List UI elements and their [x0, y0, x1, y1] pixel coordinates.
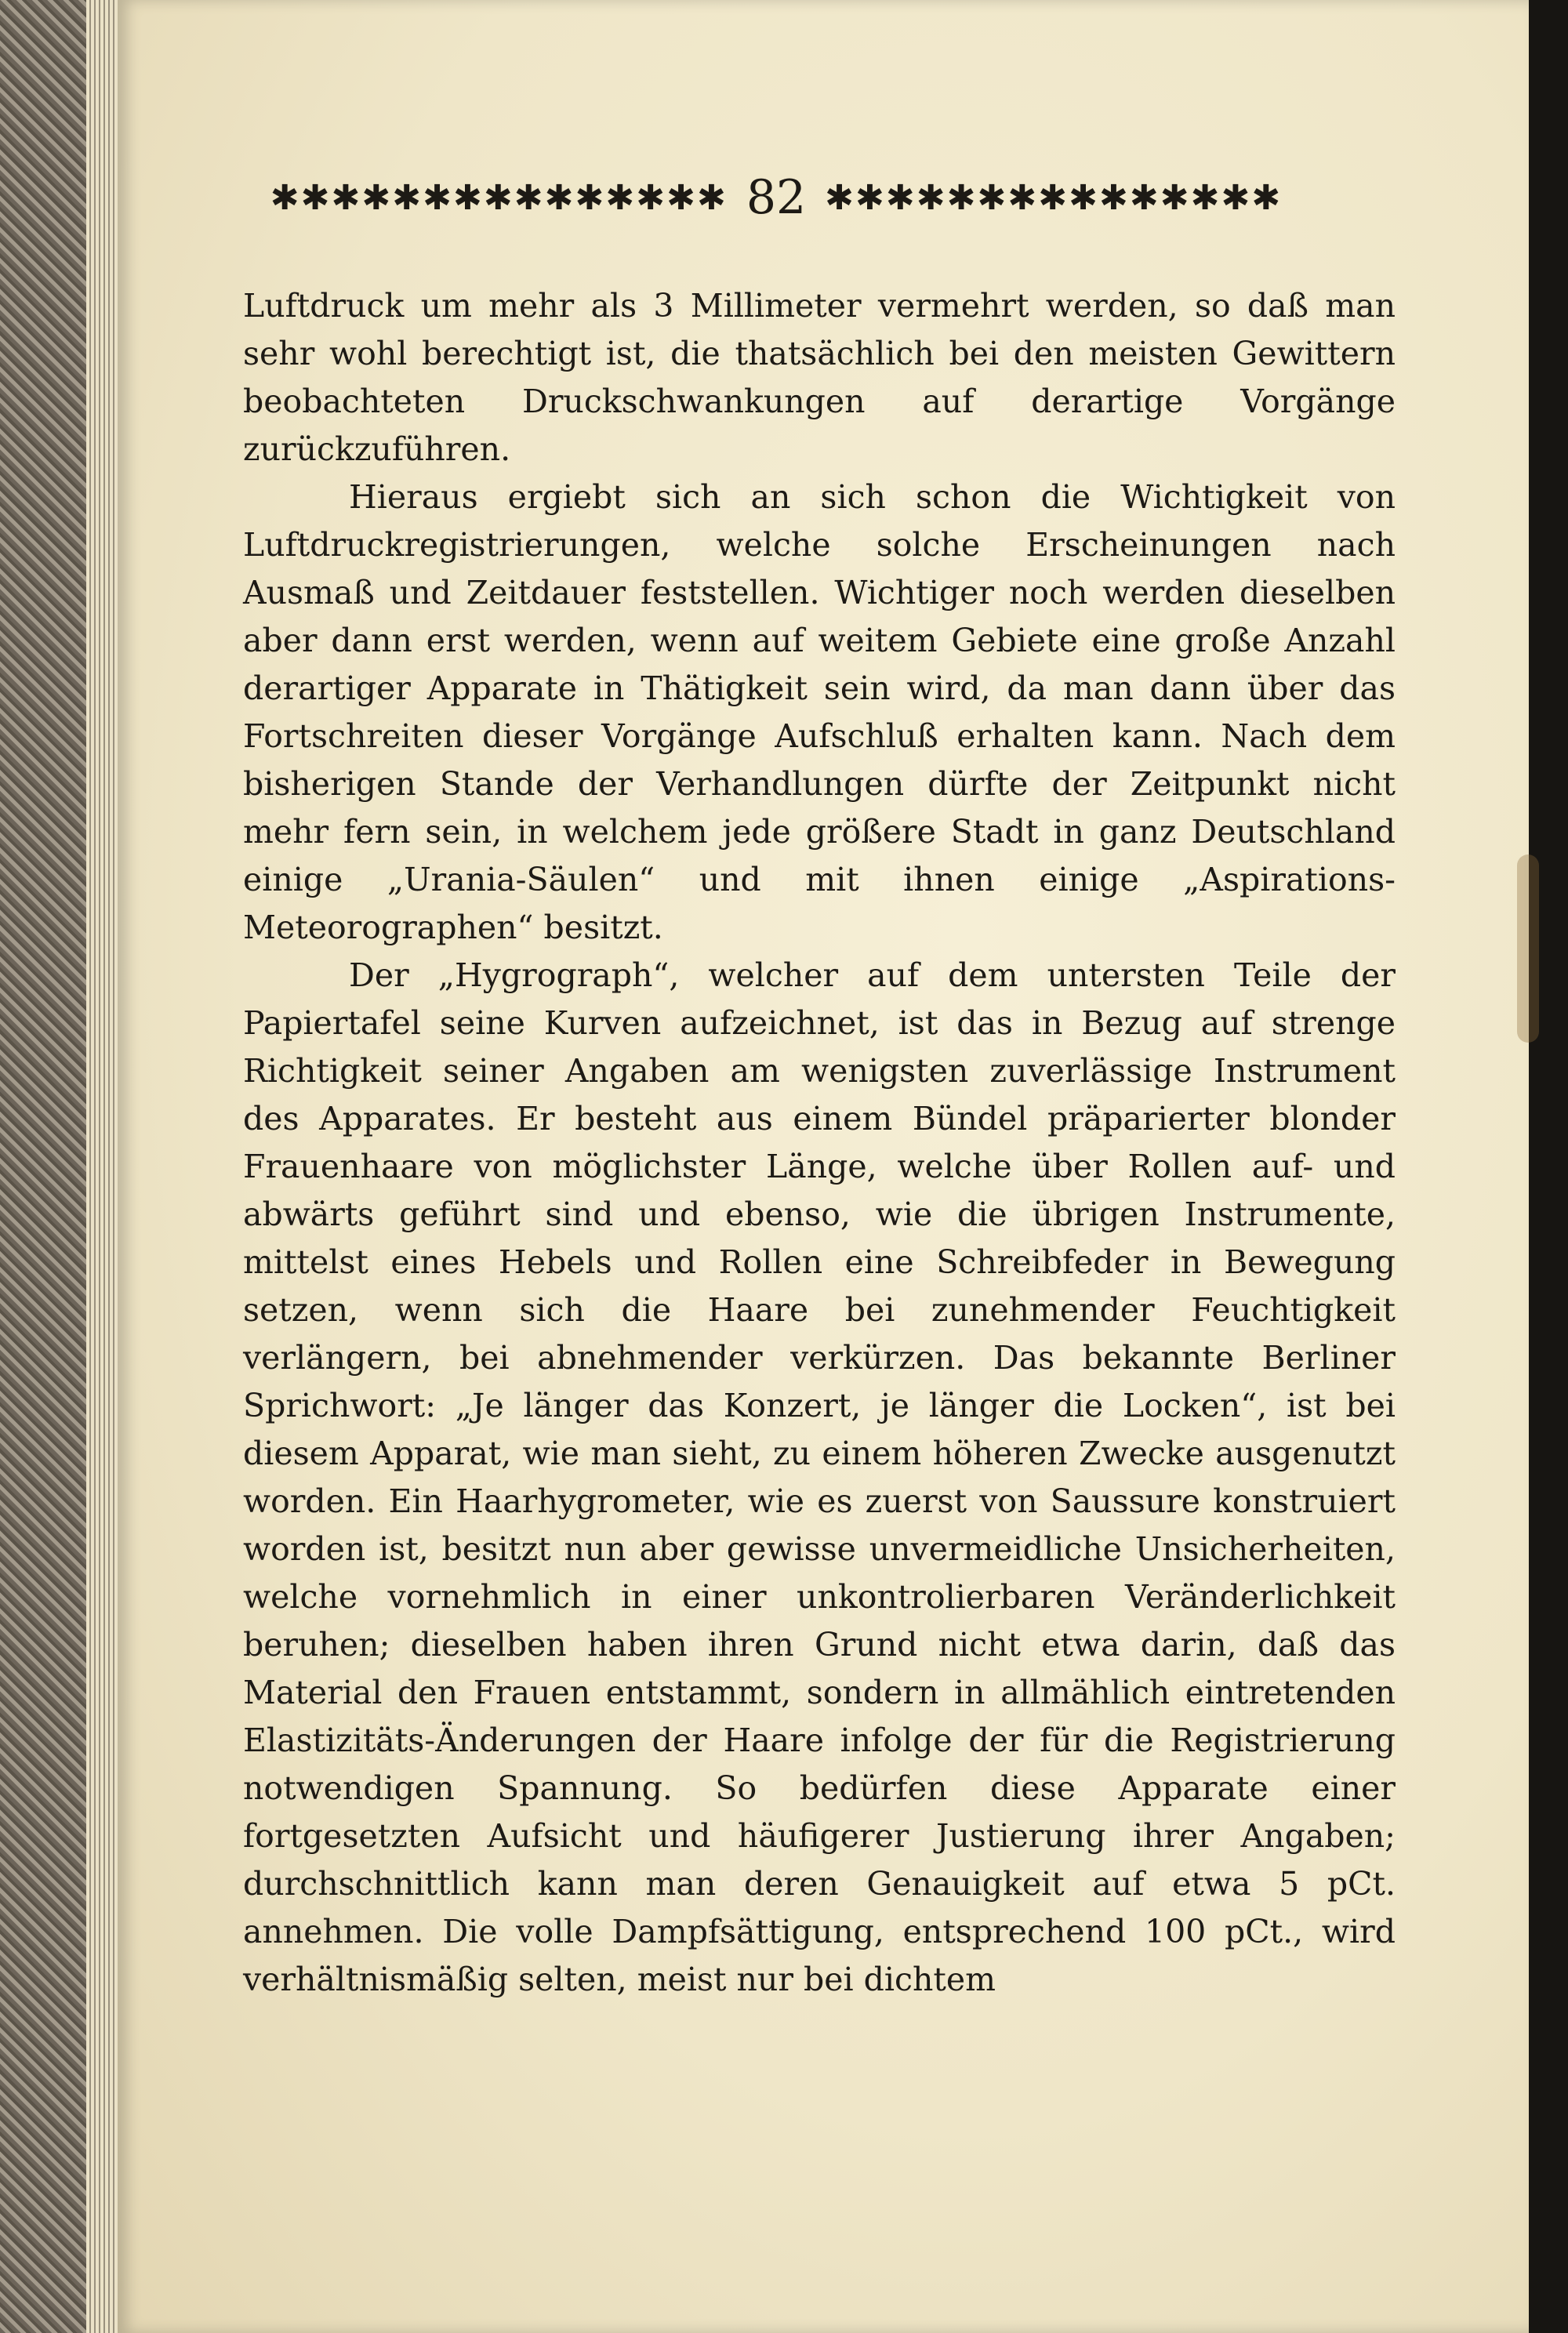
paper-stain: [1517, 854, 1539, 1043]
page-number: 82: [746, 170, 807, 225]
paragraph-1: Luftdruck um mehr als 3 Millimeter vermehrt werden, so daß man sehr wohl berechtigt ist, die thatsächlich bei den meisten Gewittern beobachteten Druckschwankungen auf derartige Vorgänge zurückzuführen.: [243, 287, 1396, 468]
page-header: [118, 170, 1435, 225]
paragraph-2: Hieraus ergiebt sich an sich schon die Wichtigkeit von Luftdruckregistrierungen, welche solche Erscheinungen nach Ausmaß und Zeitdauer feststellen. Wichtiger noch werden dieselben aber dann erst werden, wenn auf weitem Gebiete eine große Anzahl derartiger Apparate in Thätigkeit sein wird, da man dann über das Fortschreiten dieser Vorgänge Aufschluß erhalten kann. Nach dem bisherigen Stande der Verhandlungen dürfte der Zeitpunkt nicht mehr fern sein, in welchem jede größere Stadt in ganz Deutschland einige „Urania-Säulen“ und mit ihnen einige „Aspirations-Meteorographen“ besitzt.: [243, 478, 1396, 946]
body-text: [243, 282, 1396, 2004]
paragraph-3: Der „Hygrograph“, welcher auf dem untersten Teile der Papiertafel seine Kurven aufzeichnet, ist das in Bezug auf strenge Richtigkeit seiner Angaben am wenigsten zuverlässige Instrument des Apparates. Er besteht aus einem Bündel präparierter blonder Frauenhaare von möglichster Länge, welche über Rollen auf- und abwärts geführt sind und ebenso, wie die übrigen Instrumente, mittelst eines Hebels und Rollen eine Schreibfeder in Bewegung setzen, wenn sich die Haare bei zunehmender Feuchtigkeit verlängern, bei abnehmender verkürzen. Das bekannte Berliner Sprichwort: „Je länger das Konzert, je länger die Locken“, ist bei diesem Apparat, wie man sieht, zu einem höheren Zwecke ausgenutzt worden. Ein Haarhygrometer, wie es zuerst von Saussure konstruiert worden ist, besitzt nun aber gewisse unvermeidliche Unsicherheiten, welche vornehmlich in einer unkontrolierbaren Veränderlichkeit beruhen; dieselben haben ihren Grund nicht etwa darin, daß das Material den Frauen entstammt, sondern in allmählich eintretenden Elastizitäts-Änderungen der Haare infolge der für die Registrierung notwendigen Spannung. So bedürfen diese Apparate einer fortgesetzten Aufsicht und häufigerer Justierung ihrer Angaben; durchschnittlich kann man deren Genauigkeit auf etwa 5 pCt. annehmen. Die volle Dampfsättigung, entsprechend 100 pCt., wird verhältnismäßig selten, meist nur bei dichtem: [243, 956, 1396, 1998]
header-ornament-right: ✱✱✱✱✱✱✱✱✱✱✱✱✱✱✱: [825, 177, 1283, 218]
book-spine-edge: [0, 0, 118, 2333]
header-ornament-left: ✱✱✱✱✱✱✱✱✱✱✱✱✱✱✱: [270, 177, 728, 218]
